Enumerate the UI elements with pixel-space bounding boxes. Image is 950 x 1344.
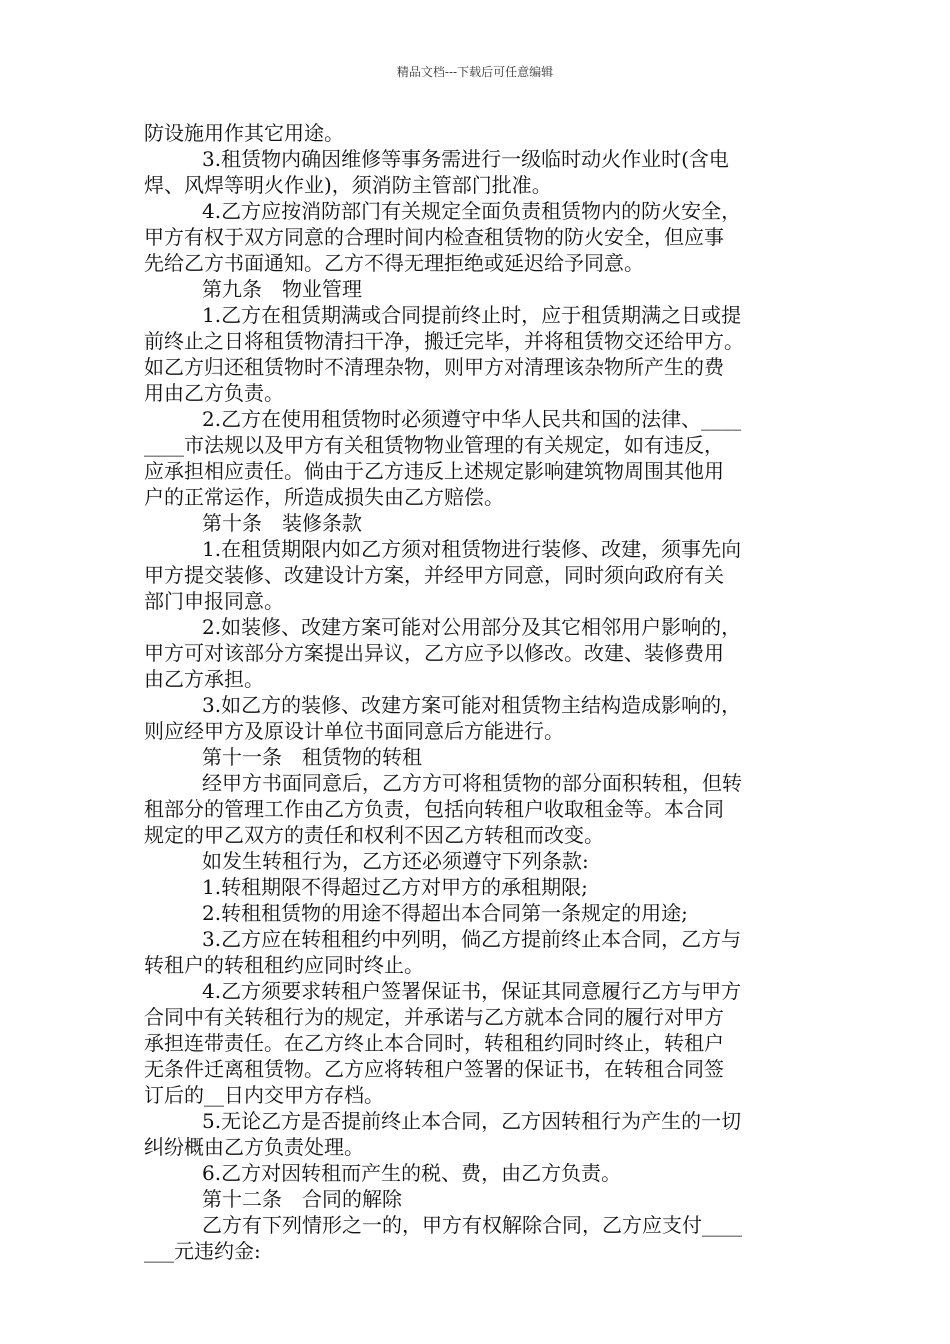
text-line: 承担连带责任。在乙方终止本合同时，转租租约同时终止，转租户 bbox=[144, 1031, 724, 1055]
text-line: 无条件迁离租赁物。乙方应将转租户签署的保证书，在转租合同签 bbox=[144, 1057, 724, 1081]
text-line: 第十二条 合同的解除 bbox=[202, 1187, 402, 1211]
text-line: 订后的__日内交甲方存档。 bbox=[144, 1083, 384, 1107]
text-line: 应承担相应责任。倘由于乙方违反上述规定影响建筑物周围其他用 bbox=[144, 459, 724, 483]
text-line: 第十条 装修条款 bbox=[202, 511, 362, 535]
text-line: 合同中有关转租行为的规定，并承诺与乙方就本合同的履行对甲方 bbox=[144, 1005, 724, 1029]
text-line: 3.乙方应在转租租约中列明，倘乙方提前终止本合同，乙方与 bbox=[202, 927, 742, 951]
text-line: 纠纷概由乙方负责处理。 bbox=[144, 1135, 364, 1159]
text-line: 2.乙方在使用租赁物时必须遵守中华人民共和国的法律、____ bbox=[202, 407, 742, 431]
text-line: 甲方提交装修、改建设计方案，并经甲方同意，同时须向政府有关 bbox=[144, 563, 724, 587]
text-line: 5.无论乙方是否提前终止本合同，乙方因转租行为产生的一切 bbox=[202, 1109, 742, 1133]
text-line: 防设施用作其它用途。 bbox=[144, 121, 344, 145]
text-line: 规定的甲乙双方的责任和权利不因乙方转租而改变。 bbox=[144, 823, 604, 847]
text-line: 第十一条 租赁物的转租 bbox=[202, 745, 422, 769]
text-line: 3.如乙方的装修、改建方案可能对租赁物主结构造成影响的， bbox=[202, 693, 742, 717]
text-line: 甲方有权于双方同意的合理时间内检查租赁物的防火安全，但应事 bbox=[144, 225, 724, 249]
text-line: 用由乙方负责。 bbox=[144, 381, 284, 405]
text-line: 前终止之日将租赁物清扫干净，搬迁完毕，并将租赁物交还给甲方。 bbox=[144, 329, 744, 353]
text-line: 1.转租期限不得超过乙方对甲方的承租期限; bbox=[202, 875, 588, 899]
text-line: 3.租赁物内确因维修等事务需进行一级临时动火作业时(含电 bbox=[202, 147, 729, 171]
text-line: 第九条 物业管理 bbox=[202, 277, 362, 301]
text-line: 如发生转租行为，乙方还必须遵守下列条款: bbox=[202, 849, 589, 873]
text-line: 经甲方书面同意后，乙方方可将租赁物的部分面积转租，但转 bbox=[202, 771, 742, 795]
text-line: 1.在租赁期限内如乙方须对租赁物进行装修、改建，须事先向 bbox=[202, 537, 742, 561]
text-line: 2.如装修、改建方案可能对公用部分及其它相邻用户影响的， bbox=[202, 615, 742, 639]
text-line: 部门申报同意。 bbox=[144, 589, 284, 613]
text-line: ____市法规以及甲方有关租赁物物业管理的有关规定，如有违反， bbox=[144, 433, 724, 457]
text-line: 转租户的转租租约应同时终止。 bbox=[144, 953, 424, 977]
text-line: 4.乙方应按消防部门有关规定全面负责租赁物内的防火安全， bbox=[202, 199, 742, 223]
text-line: 2.转租租赁物的用途不得超出本合同第一条规定的用途; bbox=[202, 901, 688, 925]
text-line: ___元违约金: bbox=[144, 1239, 261, 1263]
text-line: 甲方可对该部分方案提出异议，乙方应予以修改。改建、装修费用 bbox=[144, 641, 724, 665]
text-line: 则应经甲方及原设计单位书面同意后方能进行。 bbox=[144, 719, 564, 743]
page-header: 精品文档---下载后可任意编辑 bbox=[396, 65, 554, 79]
text-line: 1.乙方在租赁期满或合同提前终止时，应于租赁期满之日或提 bbox=[202, 303, 742, 327]
text-line: 如乙方归还租赁物时不清理杂物，则甲方对清理该杂物所产生的费 bbox=[144, 355, 724, 379]
text-line: 焊、风焊等明火作业)，须消防主管部门批准。 bbox=[144, 173, 552, 197]
text-line: 先给乙方书面通知。乙方不得无理拒绝或延迟给予同意。 bbox=[144, 251, 644, 275]
document-body bbox=[144, 120, 810, 1264]
text-line: 户的正常运作，所造成损失由乙方赔偿。 bbox=[144, 485, 504, 509]
text-line: 租部分的管理工作由乙方负责，包括向转租户收取租金等。本合同 bbox=[144, 797, 724, 821]
text-line: 6.乙方对因转租而产生的税、费，由乙方负责。 bbox=[202, 1161, 622, 1185]
text-line: 由乙方承担。 bbox=[144, 667, 264, 691]
text-line: 4.乙方须要求转租户签署保证书，保证其同意履行乙方与甲方 bbox=[202, 979, 742, 1003]
text-line: 乙方有下列情形之一的，甲方有权解除合同，乙方应支付____ bbox=[202, 1213, 742, 1237]
